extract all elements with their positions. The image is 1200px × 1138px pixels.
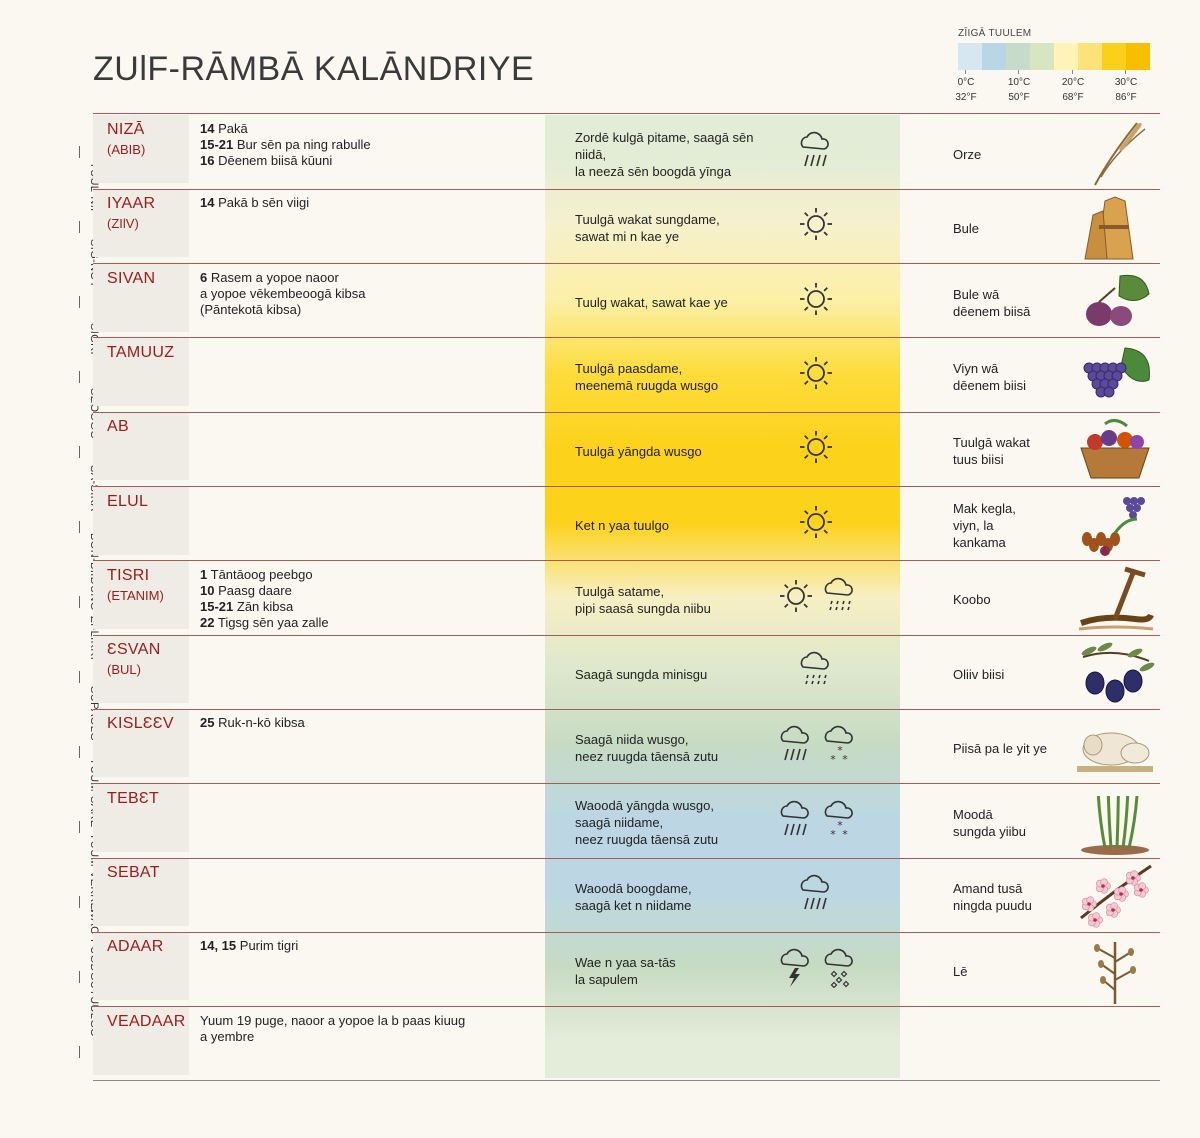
legend-tick-celsius: 30°C	[1114, 77, 1138, 88]
month-events	[200, 270, 500, 318]
month-alt-name: (ABIB)	[107, 142, 146, 157]
legend-swatch	[982, 43, 1006, 70]
month-row	[93, 932, 1160, 1006]
row-divider	[93, 1080, 1160, 1081]
month-name: ƐSVAN	[107, 641, 161, 659]
legend-swatch	[1078, 43, 1102, 70]
month-name: KISLƐƐV	[107, 715, 174, 733]
weather-line: Tuulg wakat, sawat kae ye	[575, 295, 728, 311]
temperature-legend	[955, 28, 1150, 107]
crop-description	[953, 286, 1030, 320]
snow-icon	[821, 800, 859, 840]
crop-line: Lē	[953, 963, 968, 979]
weather-icons	[777, 725, 859, 765]
crop-line: dēenem biisā	[953, 303, 1031, 319]
crop-line: Oliiv biisi	[953, 666, 1005, 682]
almond-blossom-icon	[1075, 860, 1155, 930]
legend-ticks	[955, 75, 1150, 107]
weather-icons	[797, 874, 835, 914]
event-text: Bur sēn pa ning rabulle	[236, 137, 371, 152]
legend-tick-fahrenheit: 32°F	[955, 92, 977, 103]
event-date: 14	[200, 121, 215, 136]
weather-icons	[797, 131, 835, 171]
legend-swatch	[958, 43, 982, 70]
crop-line: Tuulgā wakat	[953, 435, 1030, 451]
weather-line: la sapulem	[575, 972, 638, 988]
weather-icons	[797, 651, 835, 691]
row-divider	[93, 783, 1160, 784]
month-name: SIVAN	[107, 269, 156, 287]
sun-icon	[797, 354, 835, 392]
crop-line: Koobo	[953, 592, 991, 608]
plow-icon	[1075, 563, 1155, 633]
crop-description	[953, 963, 967, 980]
month-row	[93, 412, 1160, 486]
weather-description	[575, 797, 795, 848]
wheat-sheaf-icon	[1075, 191, 1155, 261]
event-line	[200, 938, 500, 954]
event-text: Ruk-n-kō kibsa	[218, 715, 305, 731]
legend-tick-celsius: 0°C	[957, 77, 975, 88]
weather-line: sawat mi n kae ye	[575, 229, 680, 245]
season-separator	[79, 371, 80, 383]
svg-text:*: *	[837, 744, 843, 758]
month-name-cell	[93, 412, 189, 480]
weather-description	[575, 443, 795, 460]
event-text: a yembre	[200, 1028, 255, 1044]
weather-line: pipi saasā sungda niibu	[575, 600, 711, 616]
weather-line: Saagā sungda minisgu	[575, 666, 708, 682]
snow-icon	[821, 725, 859, 765]
season-separator	[79, 896, 80, 908]
event-line	[200, 583, 500, 599]
crop-description	[953, 740, 1047, 757]
month-row	[93, 784, 1160, 858]
crop-line: Mak kegla,	[953, 501, 1016, 516]
rain-icon	[797, 874, 835, 914]
weather-line: Tuulgā satame,	[575, 583, 665, 599]
crop-line: Amand tusā	[953, 881, 1023, 896]
month-row	[93, 189, 1160, 263]
sun-icon	[797, 503, 835, 541]
row-divider	[93, 486, 1160, 487]
grapes-icon	[1075, 340, 1155, 410]
legend-tick	[999, 75, 1039, 105]
weather-description	[575, 954, 795, 988]
month-name: VEADAAR	[107, 1012, 186, 1030]
month-name: NIZĀ	[107, 121, 145, 138]
season-separator	[79, 971, 80, 983]
svg-text:*: *	[837, 818, 843, 832]
event-text: Zān kibsa	[236, 598, 294, 614]
weather-icons	[797, 354, 835, 392]
crop-description	[953, 220, 979, 237]
month-row	[93, 1007, 1160, 1081]
season-separator	[79, 446, 80, 458]
weather-line: Saagā niida wusgo,	[575, 732, 689, 748]
weather-line: neez ruugda tāensā zutu	[575, 832, 719, 848]
rain-icon	[777, 725, 815, 765]
legend-color-scale	[958, 43, 1150, 70]
month-name-cell	[93, 1007, 189, 1075]
weather-icons	[777, 577, 859, 617]
svg-text:*: *	[830, 753, 836, 766]
month-row	[93, 635, 1160, 709]
legend-swatch	[1102, 43, 1126, 70]
weather-description	[575, 129, 795, 180]
month-name: TEBƐT	[107, 789, 160, 807]
event-line	[200, 137, 500, 153]
fig-icon	[1075, 266, 1155, 336]
weather-icons	[797, 205, 835, 243]
month-name-cell	[93, 561, 189, 629]
month-events	[200, 715, 500, 731]
month-row	[93, 709, 1160, 783]
crop-description	[953, 146, 981, 163]
weather-description	[575, 583, 795, 617]
hail-icon	[821, 948, 859, 988]
month-name-cell	[93, 487, 189, 555]
event-date: 22	[200, 614, 215, 630]
event-line	[200, 1013, 500, 1029]
crop-line: sungda yiibu	[953, 823, 1026, 839]
weather-line: saagā niidame,	[575, 815, 664, 831]
legend-tick-fahrenheit: 50°F	[1008, 92, 1030, 103]
legend-swatch	[1126, 43, 1150, 70]
season-separator	[79, 521, 80, 533]
crop-line: dēenem biisi	[953, 377, 1026, 393]
month-row	[93, 338, 1160, 412]
svg-text:*: *	[842, 753, 848, 766]
event-line	[200, 567, 500, 583]
event-line	[200, 302, 500, 318]
event-date: 14, 15	[200, 938, 237, 954]
weather-description	[575, 294, 795, 311]
month-row	[93, 115, 1160, 189]
month-name-cell	[93, 932, 189, 1000]
event-date: 15-21	[200, 137, 234, 152]
event-date: 10	[200, 582, 215, 598]
month-name-cell	[93, 784, 189, 852]
event-line	[200, 270, 500, 286]
event-date: 6	[200, 269, 208, 285]
event-line	[200, 599, 500, 615]
svg-text:*: *	[830, 827, 836, 840]
row-divider	[93, 932, 1160, 933]
event-line	[200, 715, 500, 731]
month-row	[93, 264, 1160, 338]
month-name: TAMUUZ	[107, 343, 175, 361]
month-name: ELUL	[107, 492, 149, 510]
legend-swatch	[1054, 43, 1078, 70]
month-name-cell	[93, 189, 189, 257]
legend-tick-fahrenheit: 86°F	[1115, 92, 1137, 103]
event-line	[200, 286, 500, 302]
legend-tick-celsius: 20°C	[1061, 77, 1085, 88]
event-date: 15-21	[200, 598, 234, 614]
event-text: Rasem a yopoe naoor	[210, 269, 339, 285]
month-name-cell	[93, 858, 189, 926]
weather-line: Tuulgā yāngda wusgo	[575, 443, 702, 459]
event-text: a yopoe vēkembeoogā kibsa	[200, 285, 366, 301]
event-date: 25	[200, 715, 215, 731]
month-row	[93, 561, 1160, 635]
weather-line: Zordē kulgā pitame, saagā sēn	[575, 129, 754, 145]
month-alt-name: (BUL)	[107, 662, 141, 678]
crop-description	[953, 666, 1004, 683]
month-events	[200, 567, 500, 631]
crop-line: Viyn wā	[953, 360, 999, 376]
crop-description	[953, 591, 991, 608]
event-text: Tāntāoog peebgo	[210, 566, 313, 582]
event-text: Dēenem biisā kūuni	[218, 153, 333, 168]
weather-line: Waoodā boogdame,	[575, 881, 692, 896]
season-separator	[79, 221, 80, 233]
storm-icon	[777, 948, 815, 988]
weather-icons	[797, 503, 835, 541]
dates-grapes-icon	[1075, 489, 1155, 559]
crop-description	[953, 806, 1026, 840]
crop-description	[953, 880, 1032, 914]
weather-line: saagā ket n niidame	[575, 898, 692, 913]
crop-description	[953, 434, 1030, 468]
month-alt-name: (ETANIM)	[107, 587, 164, 603]
month-events	[200, 195, 500, 211]
event-text: Paasg daare	[218, 582, 292, 598]
row-divider	[93, 189, 1160, 190]
crop-description	[953, 360, 1026, 394]
month-name-cell	[93, 635, 189, 703]
event-line	[200, 121, 500, 137]
event-line	[200, 153, 500, 169]
event-text: Yuum 19 puge, naoor a yopoe la b paas kiuug	[200, 1012, 466, 1028]
weather-line: Waoodā yāngda wusgo,	[575, 798, 715, 814]
event-line	[200, 195, 500, 211]
sun-icon	[777, 577, 815, 617]
month-name-cell	[93, 338, 189, 406]
row-divider	[93, 1006, 1160, 1007]
row-divider	[93, 709, 1160, 710]
legend-tick	[1106, 75, 1146, 105]
event-date: 16	[200, 153, 215, 168]
weather-description	[575, 211, 795, 245]
event-text: Pakā b sēn viigi	[218, 195, 310, 211]
month-name: IYAAR	[107, 195, 156, 213]
weather-line: Wae n yaa sa-tās	[575, 955, 676, 971]
crop-line: Moodā	[953, 806, 993, 822]
weather-icons	[777, 948, 859, 988]
month-name: TISRI	[107, 566, 150, 584]
barley-icon	[1075, 117, 1155, 187]
weather-description	[575, 360, 795, 394]
crop-line: viyn, la	[953, 518, 994, 533]
legend-tick	[946, 75, 986, 105]
weather-icons	[797, 280, 835, 318]
weather-line: meenemā ruugda wusgo	[575, 377, 719, 393]
month-name: SEBAT	[107, 864, 160, 881]
weather-description	[575, 517, 795, 534]
crop-line: ningda puudu	[953, 898, 1032, 913]
weather-icons	[797, 428, 835, 466]
month-events	[200, 1013, 500, 1045]
event-date: 1	[200, 566, 208, 582]
weather-line: Tuulgā paasdame,	[575, 360, 683, 376]
season-separator	[79, 596, 80, 608]
weather-line: Ket n yaa tuulgo	[575, 518, 669, 533]
legend-tick-fahrenheit: 68°F	[1062, 92, 1084, 103]
weather-line: niidā,	[575, 146, 607, 162]
event-text: Purim tigri	[239, 938, 299, 954]
flax-icon	[1075, 934, 1155, 1004]
season-separator	[79, 1046, 80, 1058]
event-text: Pakā	[218, 121, 248, 136]
weather-description	[575, 666, 795, 683]
row-divider	[93, 858, 1160, 859]
weather-icons	[777, 800, 859, 840]
month-name: AB	[107, 418, 129, 436]
crop-description	[953, 500, 1016, 551]
month-row	[93, 487, 1160, 561]
crop-line: Bule	[953, 220, 980, 236]
fruit-basket-icon	[1075, 414, 1155, 484]
crop-line: Piisā pa le yit ye	[953, 740, 1047, 756]
sprout-icon	[1075, 786, 1155, 856]
row-divider	[93, 560, 1160, 561]
month-name-cell	[93, 115, 189, 183]
event-line	[200, 615, 500, 631]
olive-icon	[1075, 637, 1155, 707]
row-divider	[93, 113, 1160, 114]
sheep-icon	[1075, 711, 1155, 781]
legend-swatch	[1006, 43, 1030, 70]
crop-line: kankama	[953, 535, 1006, 550]
month-name-cell	[93, 709, 189, 777]
drizzle-icon	[821, 577, 859, 617]
row-divider	[93, 412, 1160, 413]
row-divider	[93, 263, 1160, 264]
month-row	[93, 858, 1160, 932]
weather-line: neez ruugda tāensā zutu	[575, 749, 719, 765]
season-separator	[79, 746, 80, 758]
event-text: Tigsg sēn yaa zalle	[217, 614, 329, 630]
season-separator	[79, 146, 80, 158]
weather-description	[575, 880, 795, 914]
row-divider	[93, 635, 1160, 636]
rain-icon	[797, 131, 835, 171]
legend-tick-celsius: 10°C	[1007, 77, 1031, 88]
row-divider	[93, 337, 1160, 338]
crop-line: tuus biisi	[953, 452, 1004, 468]
month-events	[200, 121, 500, 169]
legend-swatch	[1030, 43, 1054, 70]
sun-icon	[797, 428, 835, 466]
crop-line: Bule wā	[953, 286, 1000, 302]
event-date: 14	[200, 195, 215, 211]
sun-icon	[797, 280, 835, 318]
svg-text:*: *	[842, 827, 848, 840]
weather-description	[575, 731, 795, 765]
season-separator	[79, 671, 80, 683]
legend-tick	[1053, 75, 1093, 105]
weather-line: la neezā sēn boogdā yīnga	[575, 163, 732, 179]
drizzle-icon	[797, 651, 835, 691]
page-title: ZUlF-RĀMBĀ KALĀNDRIYE	[93, 50, 535, 88]
event-line	[200, 1029, 500, 1045]
season-separator	[79, 821, 80, 833]
season-separator	[79, 296, 80, 308]
rain-icon	[777, 800, 815, 840]
month-events	[200, 938, 500, 954]
month-name: ADAAR	[107, 938, 164, 956]
legend-title: ZĪIGĀ TUULEM	[958, 28, 1032, 39]
sun-icon	[797, 205, 835, 243]
month-name-cell	[93, 264, 189, 332]
event-text: (Pāntekotā kibsa)	[200, 301, 302, 317]
crop-line: Orze	[953, 146, 982, 162]
month-alt-name: (ZIlV)	[107, 216, 139, 232]
weather-line: Tuulgā wakat sungdame,	[575, 212, 720, 228]
